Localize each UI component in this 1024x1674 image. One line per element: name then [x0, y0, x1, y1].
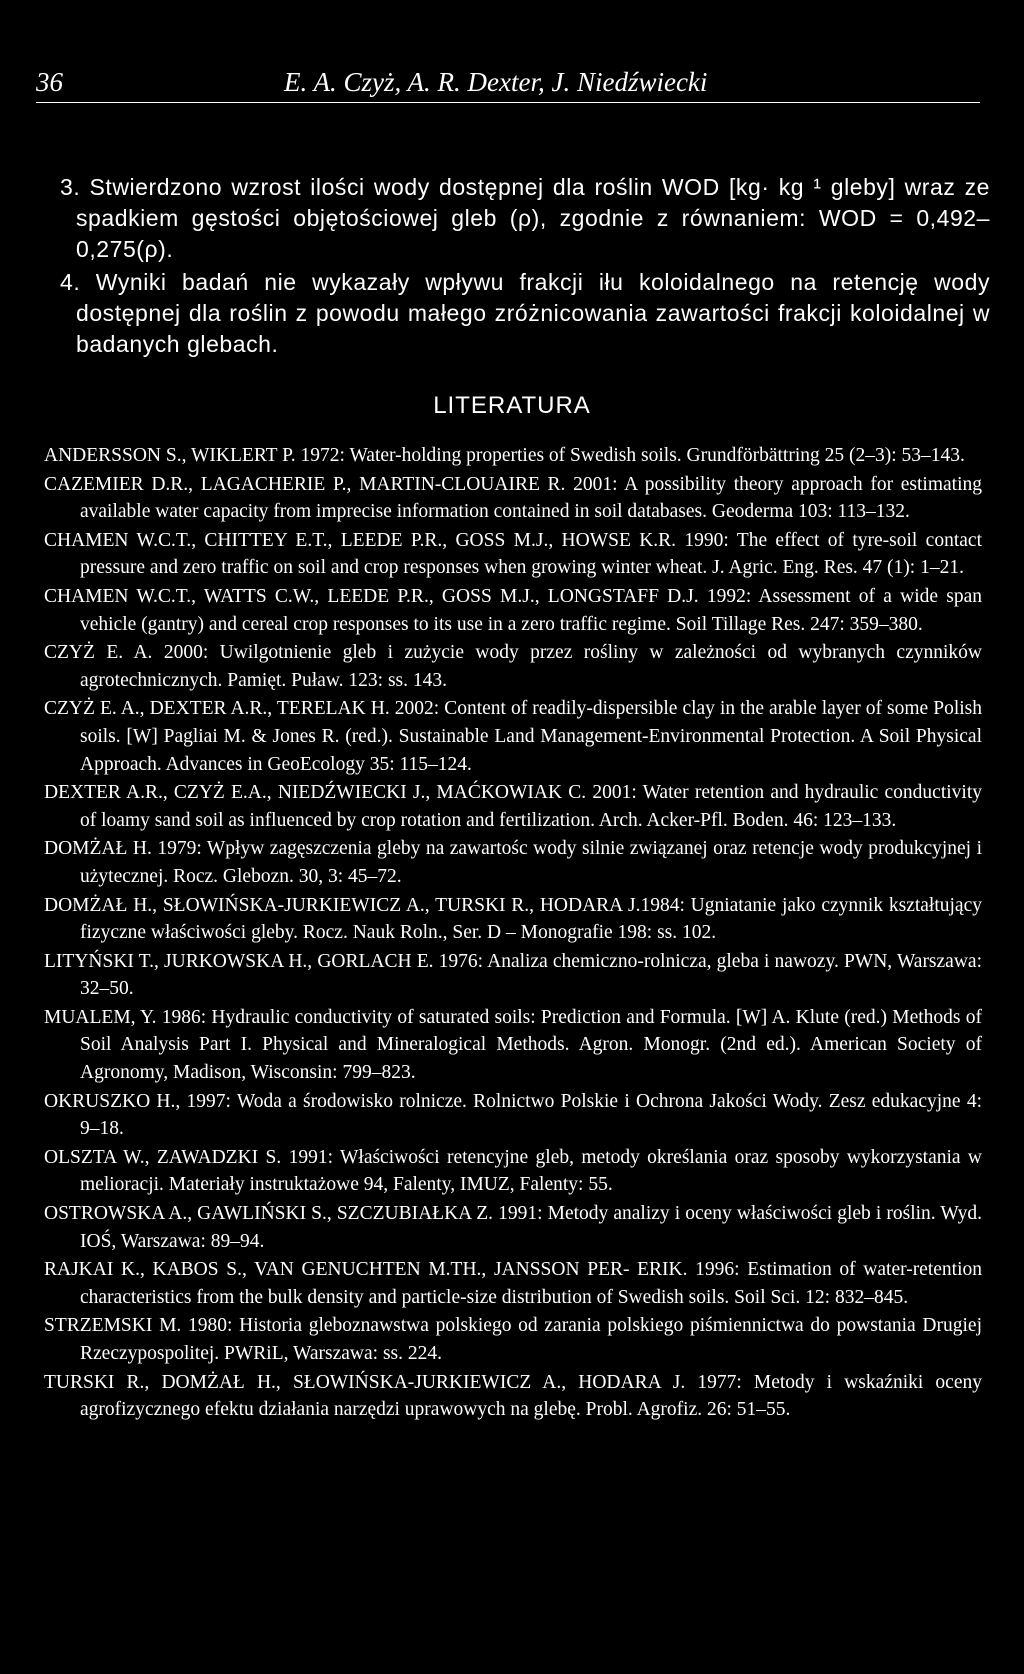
reference-item: LITYŃSKI T., JURKOWSKA H., GORLACH E. 1976: Analiza chemiczno-rolnicza, gleba i nawozy. PWN, Warszawa: 32–50.: [44, 950, 982, 1000]
reference-item: MUALEM, Y. 1986: Hydraulic conductivity of saturated soils: Prediction and Formula. [W] A. Klute (red.) Methods of Soil Analysis Part I. Physical and Mineralogical Methods. Agron. Monogr. (2nd ed.). American Society of Agronomy, Madison, Wisconsin: 799–823.: [44, 1006, 982, 1084]
reference-item: RAJKAI K., KABOS S., VAN GENUCHTEN M.TH., JANSSON PER- ERIK. 1996: Estimation of water-retention characteristics from the bulk density and particle-size distribution of Swedish soils. Soil Sci. 12: 832–845.: [44, 1259, 982, 1308]
page-number: 36: [36, 67, 63, 97]
reference-list: [44, 442, 982, 1425]
reference-item: DOMŻAŁ H. 1979: Wpływ zagęszczenia gleby na zawartośc wody silnie związanej oraz retencje wody produkcyjnej i użytecznej. Rocz. Glebozn. 30, 3: 45–72.: [44, 838, 982, 887]
reference-item: STRZEMSKI M. 1980: Historia gleboznawstwa polskiego od zarania polskiego piśmiennictwa do powstania Drugiej Rzeczypospolitej. PWRiL, Warszawa: ss. 224.: [44, 1315, 982, 1364]
reference-item: ANDERSSON S., WIKLERT P. 1972: Water-holding properties of Swedish soils. Grundförbättring 25 (2–3): 53–143.: [44, 445, 965, 466]
reference-item: CHAMEN W.C.T., CHITTEY E.T., LEEDE P.R., GOSS M.J., HOWSE K.R. 1990: The effect of tyre-soil contact pressure and zero traffic on soil and crop responses when growing winter wheat. J. Agric. Eng. Res. 47 (1): 1–21.: [44, 529, 982, 579]
reference-item: DEXTER A.R., CZYŻ E.A., NIEDŹWIECKI J., MAĆKOWIAK C. 2001: Water retention and hydraulic conductivity of loamy sand soil as influenced by crop rotation and fertilization. Arch. Acker-Pfl. Boden. 46: 123–133.: [44, 782, 982, 831]
reference-item: DOMŻAŁ H., SŁOWIŃSKA-JURKIEWICZ A., TURSKI R., HODARA J.1984: Ugniatanie jako czynnik kształtujący fizyczne właściwości gleby. Rocz. Nauk Roln., Ser. D – Monografie 198: ss. 102.: [44, 894, 982, 944]
reference-item: OKRUSZKO H., 1997: Woda a środowisko rolnicze. Rolnictwo Polskie i Ochrona Jakości Wody. Zesz edukacyjne 4: 9–18.: [44, 1090, 982, 1140]
literature-heading: LITERATURA: [433, 392, 591, 419]
conclusion-4: 4. Wyniki badań nie wykazały wpływu frakcji iłu koloidalnego na retencję wody dostępnej dla roślin z powodu małego zróżnicowania zawartości frakcji koloidalnej w badanych glebach.: [60, 269, 990, 357]
reference-item: TURSKI R., DOMŻAŁ H., SŁOWIŃSKA-JURKIEWICZ A., HODARA J. 1977: Metody i wskaźniki oceny agrofizycznego efektu działania narzędzi uprawowych na glebę. Probl. Agrofiz. 26: 51–55.: [44, 1371, 982, 1421]
reference-item: OSTROWSKA A., GAWLIŃSKI S., SZCZUBIAŁKA Z. 1991: Metody analizy i oceny właściwości gleb i roślin. Wyd. IOŚ, Warszawa: 89–94.: [44, 1203, 982, 1252]
conclusions: [60, 172, 990, 360]
reference-item: CZYŻ E. A. 2000: Uwilgotnienie gleb i zużycie wody przez rośliny w zależności od wybranych czynników agrotechnicznych. Pamięt. Puław. 123: ss. 143.: [44, 642, 982, 691]
header-rule: [36, 102, 980, 103]
reference-item: CZYŻ E. A., DEXTER A.R., TERELAK H. 2002: Content of readily-dispersible clay in the arable layer of some Polish soils. [W] Pagliai M. & Jones R. (red.). Sustainable Land Management-Environmental Protection. A Soil Physical Approach. Advances in GeoEcology 35: 115–124.: [44, 698, 982, 775]
reference-item: OLSZTA W., ZAWADZKI S. 1991: Właściwości retencyjne gleb, metody określania oraz sposoby wykorzystania w melioracji. Materiały instruktażowe 94, Falenty, IMUZ, Falenty: 55.: [44, 1146, 982, 1196]
running-header-authors: E. A. Czyż, A. R. Dexter, J. Niedźwiecki: [284, 67, 708, 97]
conclusion-3: 3. Stwierdzono wzrost ilości wody dostępnej dla roślin WOD [kg· kg ¹ gleby] wraz ze spadkiem gęstości objętościowej gleb (ρ), zgodnie z równaniem: WOD = 0,492–0,275(ρ).: [60, 174, 990, 262]
reference-item: CHAMEN W.C.T., WATTS C.W., LEEDE P.R., GOSS M.J., LONGSTAFF D.J. 1992: Assessment of a wide span vehicle (gantry) and cereal crop responses to its use in a zero traffic regime. Soil Tillage Res. 247: 359–380.: [44, 585, 982, 635]
reference-item: CAZEMIER D.R., LAGACHERIE P., MARTIN-CLOUAIRE R. 2001: A possibility theory approach for estimating available water capacity from imprecise information contained in soil databases. Geoderma 103: 113–132.: [44, 473, 982, 523]
